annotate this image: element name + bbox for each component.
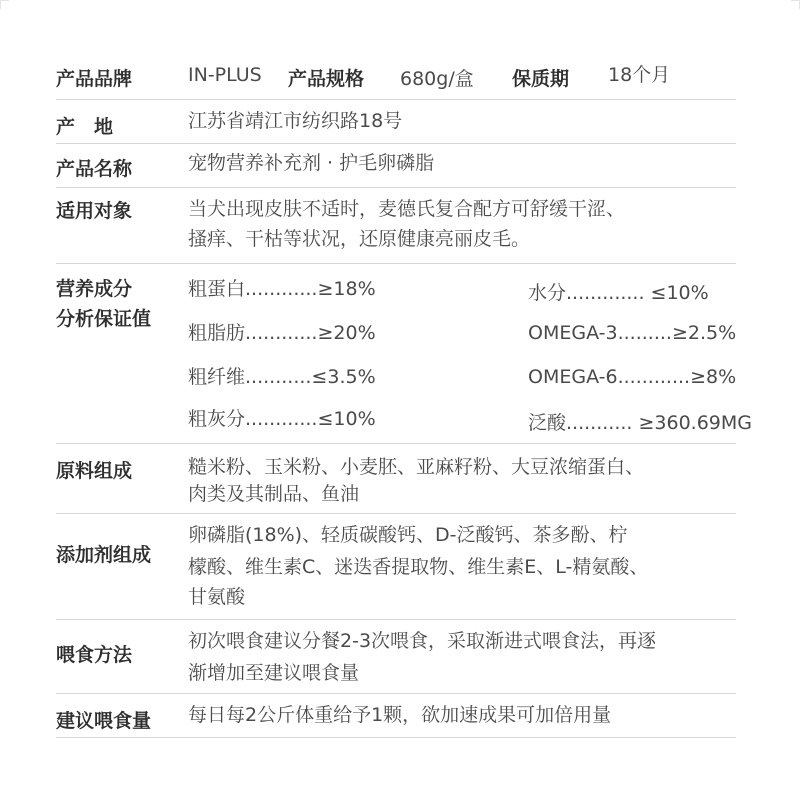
row-brand-spec (56, 64, 744, 92)
shelf-life-value: 18个月 (608, 64, 671, 86)
row-feeding-amount (56, 702, 744, 732)
nutrient-crude-fat: 粗脂肪............≥20% (188, 322, 376, 344)
nutrient-crude-ash: 粗灰分............≤10% (188, 408, 376, 430)
feeding-method-line-2: 渐增加至建议喂食量 (188, 662, 360, 684)
row-additives (56, 520, 744, 612)
additives-line-1: 卵磷脂(18%)、轻质碳酸钙、D-泛酸钙、茶多酚、柠 (188, 524, 628, 546)
additives-label: 添加剂组成 (56, 544, 152, 566)
feeding-amount-label: 建议喂食量 (56, 710, 152, 732)
ingredients-line-2: 肉类及其制品、鱼油 (188, 483, 360, 505)
feeding-amount-value: 每日每2公斤体重给予1颗，欲加速成果可加倍用量 (188, 704, 612, 726)
feeding-method-line-1: 初次喂食建议分餐2-3次喂食，采取渐进式喂食法，再逐 (188, 630, 657, 652)
ingredients-label: 原料组成 (56, 460, 133, 482)
nutrient-moisture: 水分............. ≤10% (528, 282, 709, 304)
nutrient-omega3: OMEGA-3.........≥2.5% (528, 322, 737, 344)
ingredients-line-1: 糙米粉、玉米粉、小麦胚、亚麻籽粉、大豆浓缩蛋白、 (188, 456, 645, 478)
row-origin (56, 108, 744, 138)
spec-value: 680g/盒 (400, 68, 474, 90)
divider (56, 513, 736, 514)
nutrient-omega6: OMEGA-6............≥8% (528, 366, 737, 388)
additives-line-2: 檬酸、维生素C、迷迭香提取物、维生素E、L-精氨酸、 (188, 556, 649, 578)
brand-label: 产品品牌 (56, 68, 133, 90)
corner-mark-top-left (0, 0, 9, 9)
divider (56, 619, 736, 620)
target-line-2: 搔痒、干枯等状况，还原健康亮丽皮毛。 (188, 228, 531, 250)
product-name-label: 产品名称 (56, 158, 133, 180)
divider (56, 737, 736, 738)
divider (56, 443, 736, 444)
divider (56, 263, 736, 264)
row-feeding-method (56, 628, 744, 688)
origin-label: 产 地 (56, 116, 114, 138)
row-ingredients (56, 454, 744, 512)
target-line-1: 当犬出现皮肤不适时，麦德氏复合配方可舒缓干涩、 (188, 198, 626, 220)
feeding-method-label: 喂食方法 (56, 644, 133, 666)
divider (56, 693, 736, 694)
spec-label: 产品规格 (288, 68, 365, 90)
nutrition-label-line1: 营养成分 (56, 278, 133, 300)
shelf-life-label: 保质期 (512, 68, 570, 90)
nutrient-crude-protein: 粗蛋白............≥18% (188, 278, 376, 300)
additives-line-3: 甘氨酸 (188, 586, 246, 608)
divider (56, 99, 736, 100)
nutrient-crude-fiber: 粗纤维...........≤3.5% (188, 366, 376, 388)
row-target (56, 196, 744, 256)
row-nutrition (56, 270, 752, 440)
product-name-value: 宠物营养补充剂 · 护毛卵磷脂 (188, 152, 435, 174)
nutrition-label-line2: 分析保证值 (56, 308, 152, 330)
origin-value: 江苏省靖江市纺织路18号 (188, 110, 403, 132)
row-product-name (56, 150, 744, 180)
divider (56, 187, 736, 188)
corner-mark-top-right (791, 0, 800, 9)
brand-value: IN-PLUS (188, 64, 262, 86)
nutrient-pantothenic-acid: 泛酸........... ≥360.69MG (528, 412, 752, 434)
divider (56, 143, 736, 144)
target-label: 适用对象 (56, 200, 133, 222)
